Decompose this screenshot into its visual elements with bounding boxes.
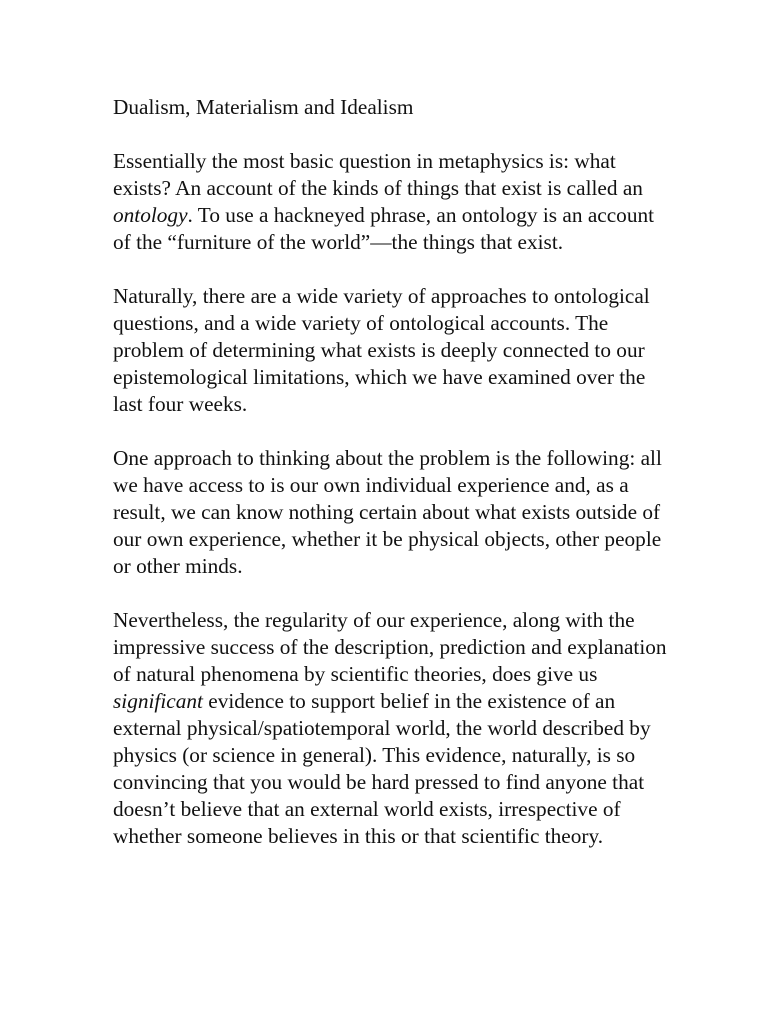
paragraph-text: evidence to support belief in the existence of an external physical/spatiotemporal world, the world described by physics (or science in general). This evidence, naturally, is so convincing that you would be hard pressed to find anyone that doesn’t believe that an external world exists, irrespective of whether someone believes in this or that scientific theory. [113, 689, 651, 848]
paragraph-approaches: Naturally, there are a wide variety of approaches to ontological questions, and a wide variety of ontological accounts. The problem of determining what exists is deeply connected to our epistemological limitations, which we have examined over the last four weeks. [113, 284, 650, 416]
paragraph-external-world [113, 607, 668, 850]
paragraph-experience: One approach to thinking about the problem is the following: all we have access to is our own individual experience and, as a result, we can know nothing certain about what exists outside of our own experience, whether it be physical objects, other people or other minds. [113, 446, 662, 578]
document-page [113, 94, 668, 850]
paragraph-text: Nevertheless, the regularity of our experience, along with the impressive success of the description, prediction and explanation of natural phenomena by scientific theories, does give us [113, 608, 667, 686]
emphasis-significant: significant [113, 689, 203, 713]
document-title: Dualism, Materialism and Idealism [113, 95, 414, 119]
paragraph-ontology [113, 148, 668, 256]
paragraph-text: Essentially the most basic question in metaphysics is: what exists? An account of the kinds of things that exist is called an [113, 149, 643, 200]
emphasis-ontology: ontology [113, 203, 188, 227]
paragraph-text: . To use a hackneyed phrase, an ontology is an account of the “furniture of the world”—the things that exist. [113, 203, 655, 254]
